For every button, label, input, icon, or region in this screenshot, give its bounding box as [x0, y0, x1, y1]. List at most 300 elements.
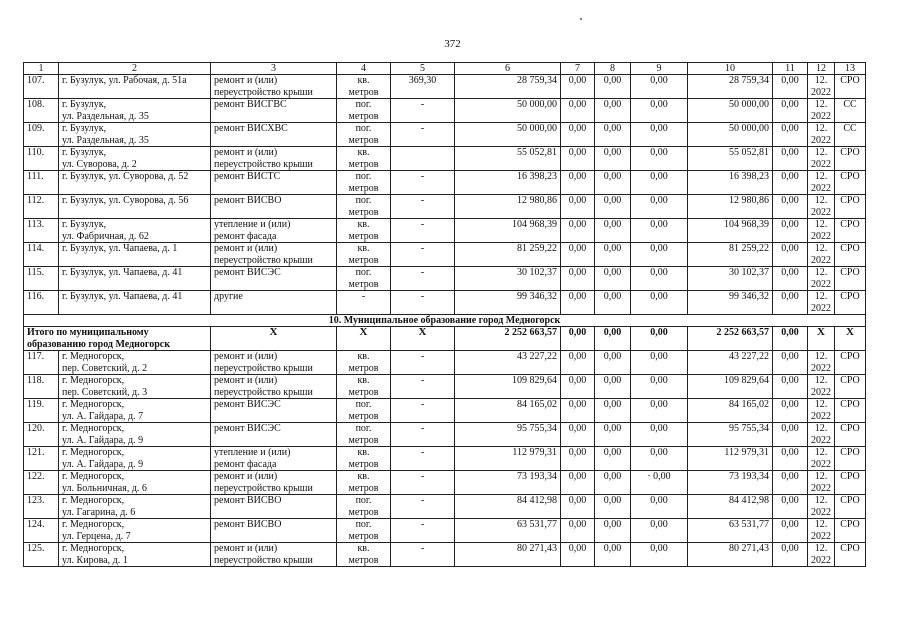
address-line: ул. Герцена, д. 7 — [62, 530, 131, 542]
column-number-3: 3 — [211, 63, 337, 75]
deadline-line: 12. — [814, 519, 828, 530]
fund-col-11: 0,00 — [773, 351, 808, 375]
row-number: 120. — [24, 423, 59, 447]
total-label-line: образованию город Медногорск — [27, 338, 170, 350]
total-cost: 84 165,02 — [455, 399, 561, 423]
work-type-line: ремонт ВИСХВС — [214, 123, 288, 134]
total-cost: 104 968,39 — [455, 219, 561, 243]
deadline-line: 12. — [814, 471, 828, 482]
fund-col-8: 0,00 — [595, 291, 631, 315]
row-number: 124. — [24, 519, 59, 543]
unit-line: метров — [348, 134, 379, 146]
address-line: г. Медногорск, — [62, 399, 125, 410]
row-number: 121. — [24, 447, 59, 471]
fund-col-11: 0,00 — [773, 423, 808, 447]
address-line: г. Медногорск, — [62, 375, 125, 386]
column-number-13: 13 — [835, 63, 866, 75]
address-line: г. Медногорск, — [62, 447, 125, 458]
page-number: 372 — [444, 38, 461, 50]
work-type-line: переустройство крыши — [214, 386, 313, 398]
total-cost: 109 829,64 — [455, 375, 561, 399]
work-type-line: утепление и (или) — [214, 219, 291, 230]
total-col-13: X — [835, 327, 866, 351]
fund-col-10: 99 346,32 — [688, 291, 773, 315]
fund-col-9: 0,00 — [631, 267, 688, 291]
total-cost: 12 980,86 — [455, 195, 561, 219]
unit — [337, 243, 391, 267]
method: СРО — [835, 219, 866, 243]
unit-line: кв. — [357, 543, 370, 554]
method: СС — [835, 99, 866, 123]
total-cost: 95 755,34 — [455, 423, 561, 447]
work-type-line: переустройство крыши — [214, 86, 313, 98]
fund-col-7: 0,00 — [561, 243, 595, 267]
table-body — [24, 63, 866, 567]
fund-col-8: 0,00 — [595, 375, 631, 399]
fund-col-10: 109 829,64 — [688, 375, 773, 399]
deadline-line: 12. — [814, 291, 828, 302]
table-row — [24, 423, 866, 447]
fund-col-8: 0,00 — [595, 543, 631, 567]
total-cost: 43 227,22 — [455, 351, 561, 375]
table-row — [24, 219, 866, 243]
table-row — [24, 351, 866, 375]
deadline — [808, 99, 835, 123]
unit-line: кв. — [357, 471, 370, 482]
row-number: 110. — [24, 147, 59, 171]
unit-line: кв. — [357, 375, 370, 386]
address — [59, 423, 211, 447]
deadline-line: 12. — [814, 267, 828, 278]
fund-col-11: 0,00 — [773, 495, 808, 519]
fund-col-7: 0,00 — [561, 543, 595, 567]
row-number: 113. — [24, 219, 59, 243]
work-type-line: ремонт и (или) — [214, 543, 278, 554]
work-type — [211, 99, 337, 123]
deadline-line: 2022 — [811, 182, 831, 194]
total-col-8: 0,00 — [595, 327, 631, 351]
work-type-line: другие — [214, 291, 243, 302]
unit-line: метров — [348, 278, 379, 290]
fund-col-7: 0,00 — [561, 519, 595, 543]
fund-col-10: 12 980,86 — [688, 195, 773, 219]
deadline-line: 2022 — [811, 206, 831, 218]
deadline-line: 2022 — [811, 230, 831, 242]
address — [59, 243, 211, 267]
area — [391, 147, 455, 171]
deadline-line: 2022 — [811, 158, 831, 170]
fund-col-7: 0,00 — [561, 75, 595, 99]
total-row — [24, 327, 866, 351]
deadline-line: 12. — [814, 219, 828, 230]
area: - — [391, 399, 455, 423]
address — [59, 291, 211, 315]
fund-col-7: 0,00 — [561, 171, 595, 195]
work-type — [211, 471, 337, 495]
total-cost: 55 052,81 — [455, 147, 561, 171]
fund-col-9: 0,00 — [631, 99, 688, 123]
fund-col-9: 0,00 — [631, 243, 688, 267]
unit-line: метров — [348, 554, 379, 566]
address-line: г. Медногорск, — [62, 351, 125, 362]
unit-line: метров — [348, 254, 379, 266]
deadline — [808, 399, 835, 423]
section-title-row — [24, 315, 866, 327]
deadline-line: 12. — [814, 399, 828, 410]
fund-col-8: 0,00 — [595, 399, 631, 423]
unit-line: метров — [348, 182, 379, 194]
fund-col-7: 0,00 — [561, 99, 595, 123]
fund-col-8: 0,00 — [595, 447, 631, 471]
fund-col-10: 112 979,31 — [688, 447, 773, 471]
deadline — [808, 351, 835, 375]
fund-col-8: 0,00 — [595, 351, 631, 375]
fund-col-7: 0,00 — [561, 399, 595, 423]
fund-col-9: 0,00 — [631, 375, 688, 399]
deadline-line: 12. — [814, 423, 828, 434]
deadline — [808, 423, 835, 447]
total-col-11: 0,00 — [773, 327, 808, 351]
fund-col-11: 0,00 — [773, 171, 808, 195]
fund-col-9: 0,00 — [631, 195, 688, 219]
fund-col-8: 0,00 — [595, 423, 631, 447]
unit — [337, 219, 391, 243]
deadline-line: 2022 — [811, 134, 831, 146]
address — [59, 219, 211, 243]
address-line: г. Медногорск, — [62, 423, 125, 434]
fund-col-8: 0,00 — [595, 171, 631, 195]
fund-col-9: 0,00 — [631, 147, 688, 171]
work-type-line: ремонт ВИСВО — [214, 519, 282, 530]
table-row — [24, 267, 866, 291]
table-row — [24, 375, 866, 399]
unit-line: пог. — [355, 195, 372, 206]
deadline — [808, 171, 835, 195]
deadline — [808, 447, 835, 471]
fund-col-10: 63 531,77 — [688, 519, 773, 543]
address-line: г. Бузулук, — [62, 123, 107, 134]
table-row — [24, 171, 866, 195]
address — [59, 471, 211, 495]
deadline-line: 2022 — [811, 434, 831, 446]
deadline-line: 2022 — [811, 506, 831, 518]
deadline-line: 2022 — [811, 278, 831, 290]
fund-col-7: 0,00 — [561, 147, 595, 171]
work-type-line: ремонт и (или) — [214, 147, 278, 158]
work-type — [211, 195, 337, 219]
fund-col-8: 0,00 — [595, 75, 631, 99]
column-number-12: 12 — [808, 63, 835, 75]
work-type — [211, 147, 337, 171]
address-line: ул. А. Гайдара, д. 9 — [62, 458, 144, 470]
table-row — [24, 519, 866, 543]
fund-col-7: 0,00 — [561, 375, 595, 399]
fund-col-11: 0,00 — [773, 243, 808, 267]
area: - — [391, 99, 455, 123]
fund-col-7: 0,00 — [561, 447, 595, 471]
fund-col-7: 0,00 — [561, 195, 595, 219]
fund-col-10: 73 193,34 — [688, 471, 773, 495]
unit — [337, 171, 391, 195]
address-line: г. Бузулук, — [62, 147, 107, 158]
fund-col-10: 55 052,81 — [688, 147, 773, 171]
unit — [337, 495, 391, 519]
fund-col-11: 0,00 — [773, 399, 808, 423]
unit-line: пог. — [355, 171, 372, 182]
work-type — [211, 171, 337, 195]
method: СРО — [835, 171, 866, 195]
address-line: ул. А. Гайдара, д. 7 — [62, 410, 144, 422]
unit — [337, 471, 391, 495]
address — [59, 351, 211, 375]
fund-col-9: 0,00 — [631, 399, 688, 423]
method: СРО — [835, 399, 866, 423]
fund-col-8: 0,00 — [595, 519, 631, 543]
address-line: пер. Советский, д. 3 — [62, 386, 148, 398]
unit-line: пог. — [355, 495, 372, 506]
deadline-line: 12. — [814, 375, 828, 386]
fund-col-11: 0,00 — [773, 267, 808, 291]
fund-col-10: 80 271,43 — [688, 543, 773, 567]
unit — [337, 195, 391, 219]
work-type-line: ремонт ВИСГВС — [214, 99, 287, 110]
fund-col-10: 84 412,98 — [688, 495, 773, 519]
unit — [337, 423, 391, 447]
fund-col-7: 0,00 — [561, 471, 595, 495]
area: - — [391, 219, 455, 243]
unit-line: кв. — [357, 75, 370, 86]
deadline-line: 2022 — [811, 302, 831, 314]
unit-line: метров — [348, 458, 379, 470]
unit-line: пог. — [355, 99, 372, 110]
address-line: г. Медногорск, — [62, 495, 125, 506]
deadline — [808, 219, 835, 243]
row-number: 115. — [24, 267, 59, 291]
address-line: ул. Кирова, д. 1 — [62, 554, 128, 566]
method: СРО — [835, 243, 866, 267]
fund-col-8: 0,00 — [595, 471, 631, 495]
area: - — [391, 123, 455, 147]
column-number-4: 4 — [337, 63, 391, 75]
table-row — [24, 543, 866, 567]
work-type — [211, 291, 337, 315]
fund-col-8: 0,00 — [595, 99, 631, 123]
work-type — [211, 375, 337, 399]
fund-col-11: 0,00 — [773, 147, 808, 171]
fund-col-10: 95 755,34 — [688, 423, 773, 447]
unit-line: пог. — [355, 399, 372, 410]
unit — [337, 519, 391, 543]
method: СРО — [835, 423, 866, 447]
unit-line: метров — [348, 110, 379, 122]
fund-col-10: 43 227,22 — [688, 351, 773, 375]
method: СС — [835, 123, 866, 147]
work-type — [211, 219, 337, 243]
fund-col-9: 0,00 — [631, 123, 688, 147]
work-type-line: ремонт и (или) — [214, 351, 278, 362]
deadline-line: 12. — [814, 123, 828, 134]
area: - — [391, 543, 455, 567]
unit-line: метров — [348, 206, 379, 218]
area: - — [391, 495, 455, 519]
fund-col-7: 0,00 — [561, 267, 595, 291]
row-number: 108. — [24, 99, 59, 123]
address-line: ул. Раздельная, д. 35 — [62, 134, 149, 146]
deadline — [808, 75, 835, 99]
unit — [337, 543, 391, 567]
fund-col-10: 16 398,23 — [688, 171, 773, 195]
work-type — [211, 75, 337, 99]
fund-col-9: 0,00 — [631, 447, 688, 471]
column-number-2: 2 — [59, 63, 211, 75]
table-row — [24, 195, 866, 219]
work-type — [211, 243, 337, 267]
address-line: г. Бузулук, ул. Чапаева, д. 41 — [62, 291, 183, 302]
method: СРО — [835, 267, 866, 291]
deadline-line: 12. — [814, 351, 828, 362]
row-number: 116. — [24, 291, 59, 315]
work-type-line: ремонт и (или) — [214, 75, 278, 86]
unit-line: метров — [348, 482, 379, 494]
work-type-line: ремонт ВИСЭС — [214, 399, 281, 410]
deadline-line: 2022 — [811, 86, 831, 98]
fund-col-10: 28 759,34 — [688, 75, 773, 99]
fund-col-7: 0,00 — [561, 291, 595, 315]
total-col-12: X — [808, 327, 835, 351]
row-number: 119. — [24, 399, 59, 423]
unit-line: кв. — [357, 447, 370, 458]
address — [59, 171, 211, 195]
deadline-line: 2022 — [811, 110, 831, 122]
deadline-line: 2022 — [811, 530, 831, 542]
unit — [337, 99, 391, 123]
deadline-line: 2022 — [811, 386, 831, 398]
deadline-line: 2022 — [811, 554, 831, 566]
fund-col-11: 0,00 — [773, 75, 808, 99]
table-row — [24, 147, 866, 171]
address — [59, 147, 211, 171]
deadline-line: 2022 — [811, 458, 831, 470]
row-number: 109. — [24, 123, 59, 147]
unit-line: пог. — [355, 267, 372, 278]
area: - — [391, 351, 455, 375]
method: СРО — [835, 519, 866, 543]
column-number-1: 1 — [24, 63, 59, 75]
deadline — [808, 495, 835, 519]
row-number: 123. — [24, 495, 59, 519]
work-type-line: ремонт ВИСВО — [214, 495, 282, 506]
total-cost: 112 979,31 — [455, 447, 561, 471]
work-type-line: ремонт ВИСЭС — [214, 267, 281, 278]
table-row — [24, 399, 866, 423]
unit-line: метров — [348, 362, 379, 374]
work-type — [211, 123, 337, 147]
unit-line: пог. — [355, 519, 372, 530]
total-col-10: 2 252 663,57 — [688, 327, 773, 351]
total-col-4: X — [337, 327, 391, 351]
table-row — [24, 99, 866, 123]
unit — [337, 291, 391, 315]
unit-line: кв. — [357, 219, 370, 230]
address-line: ул. Суворова, д. 2 — [62, 158, 137, 170]
work-type-line: ремонт фасада — [214, 458, 277, 470]
work-type-line: ремонт ВИСТС — [214, 171, 281, 182]
method: СРО — [835, 195, 866, 219]
work-type — [211, 543, 337, 567]
row-number: 114. — [24, 243, 59, 267]
column-number-header — [24, 63, 866, 75]
fund-col-9: 0,00 — [631, 171, 688, 195]
address-line: ул. Раздельная, д. 35 — [62, 110, 149, 122]
unit — [337, 147, 391, 171]
unit-line: метров — [348, 386, 379, 398]
row-number: 118. — [24, 375, 59, 399]
method: СРО — [835, 291, 866, 315]
column-number-7: 7 — [561, 63, 595, 75]
method: СРО — [835, 147, 866, 171]
column-number-11: 11 — [773, 63, 808, 75]
fund-col-8: 0,00 — [595, 495, 631, 519]
fund-col-11: 0,00 — [773, 519, 808, 543]
address — [59, 447, 211, 471]
fund-col-9: · 0,00 — [631, 471, 688, 495]
work-type-line: переустройство крыши — [214, 254, 313, 266]
fund-col-10: 50 000,00 — [688, 99, 773, 123]
repair-program-table — [23, 62, 866, 567]
address-line: пер. Советский, д. 2 — [62, 362, 148, 374]
deadline-line: 12. — [814, 99, 828, 110]
deadline — [808, 375, 835, 399]
deadline — [808, 291, 835, 315]
fund-col-7: 0,00 — [561, 423, 595, 447]
unit — [337, 447, 391, 471]
unit-line: метров — [348, 158, 379, 170]
fund-col-11: 0,00 — [773, 123, 808, 147]
column-number-5: 5 — [391, 63, 455, 75]
unit — [337, 123, 391, 147]
deadline-line: 2022 — [811, 482, 831, 494]
unit-line: метров — [348, 86, 379, 98]
scan-speck — [580, 18, 582, 20]
address — [59, 267, 211, 291]
address — [59, 375, 211, 399]
deadline-line: 2022 — [811, 362, 831, 374]
address-line: ул. А. Гайдара, д. 9 — [62, 434, 144, 446]
fund-col-10: 30 102,37 — [688, 267, 773, 291]
total-cost: 80 271,43 — [455, 543, 561, 567]
total-label — [24, 327, 211, 351]
work-type-line: ремонт ВИСЭС — [214, 423, 281, 434]
method: СРО — [835, 471, 866, 495]
fund-col-7: 0,00 — [561, 495, 595, 519]
unit — [337, 399, 391, 423]
address-line: г. Медногорск, — [62, 471, 125, 482]
area: - — [391, 423, 455, 447]
work-type-line: ремонт и (или) — [214, 243, 278, 254]
fund-col-8: 0,00 — [595, 219, 631, 243]
unit-line: пог. — [355, 423, 372, 434]
fund-col-10: 84 165,02 — [688, 399, 773, 423]
total-cost: 28 759,34 — [455, 75, 561, 99]
fund-col-8: 0,00 — [595, 243, 631, 267]
total-col-6: 2 252 663,57 — [455, 327, 561, 351]
work-type — [211, 267, 337, 291]
total-cost: 84 412,98 — [455, 495, 561, 519]
deadline-line: 12. — [814, 195, 828, 206]
column-number-8: 8 — [595, 63, 631, 75]
deadline-line: 2022 — [811, 410, 831, 422]
work-type — [211, 447, 337, 471]
